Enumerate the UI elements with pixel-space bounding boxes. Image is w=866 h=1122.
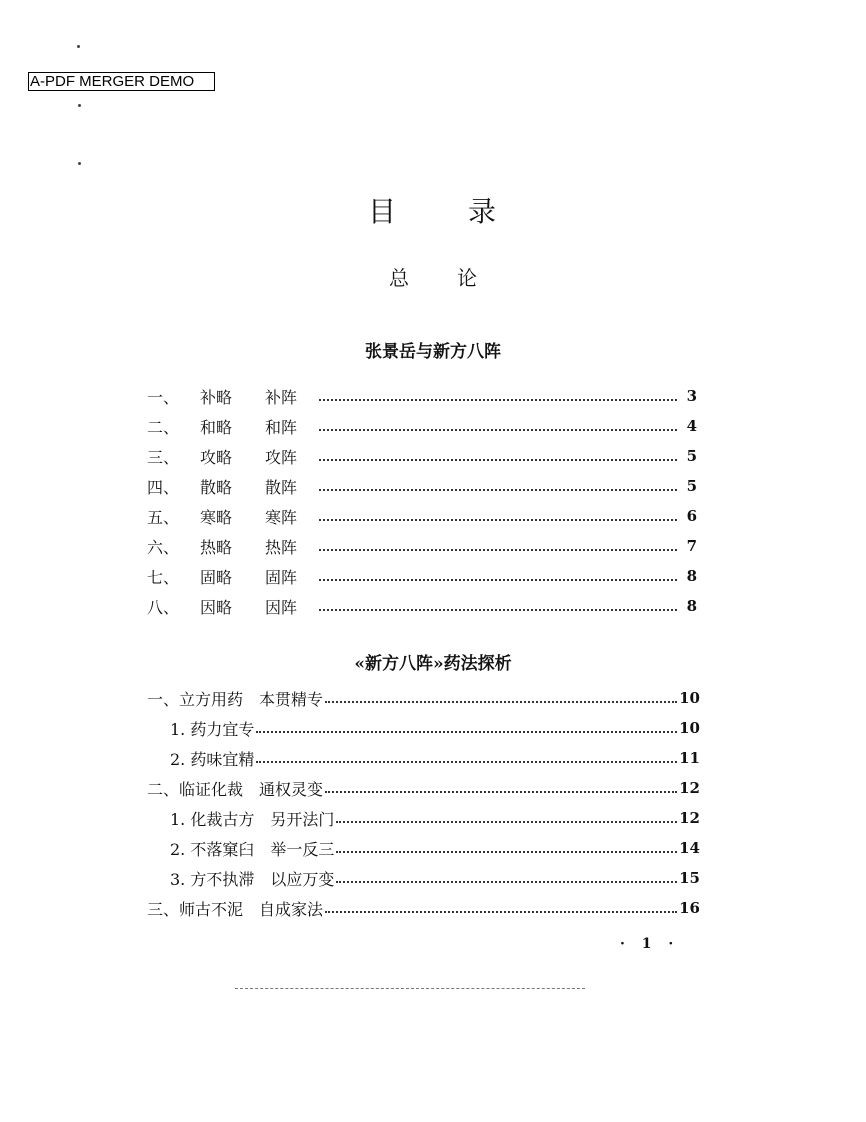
- toc-entry[interactable]: [147, 687, 700, 709]
- dot-leader: [336, 821, 677, 823]
- toc-entry-formation: 热阵: [265, 537, 298, 557]
- toc-entry[interactable]: [147, 535, 697, 557]
- dot-leader: [319, 429, 677, 431]
- toc-entry-formation: 寒阵: [265, 507, 298, 527]
- title-char: 录: [468, 195, 499, 228]
- watermark-label: A-PDF MERGER DEMO: [28, 72, 215, 91]
- toc-entry-formation: 和阵: [265, 417, 298, 437]
- section-heading: «新方八阵»药法探析: [354, 654, 512, 674]
- toc-entry[interactable]: [170, 837, 700, 859]
- toc-entry-strategy: 和略: [200, 417, 233, 437]
- toc-entry-number: 六、: [147, 537, 180, 557]
- toc-entry-page: 16: [679, 899, 700, 917]
- toc-entry-page: 8: [686, 597, 697, 615]
- toc-entry-strategy: 因略: [200, 597, 233, 617]
- toc-entry-formation: 散阵: [265, 477, 298, 497]
- toc-entry-page: 4: [686, 417, 697, 435]
- toc-entry[interactable]: [147, 777, 700, 799]
- toc-entry-title: 3. 方不执滞 以应万变: [170, 869, 335, 889]
- scan-artifact-line: [235, 988, 585, 989]
- toc-entry[interactable]: [147, 505, 697, 527]
- dot-leader: [336, 851, 677, 853]
- toc-entry-page: 7: [686, 537, 697, 555]
- dot-leader: [325, 701, 677, 703]
- toc-entry-page: 11: [679, 749, 700, 767]
- toc-entry-strategy: 热略: [200, 537, 233, 557]
- toc-entry-number: 八、: [147, 597, 180, 617]
- dot-leader: [336, 881, 677, 883]
- scan-speck: [78, 104, 81, 107]
- toc-entry-page: 12: [679, 779, 700, 797]
- page-number: · 1 ·: [620, 936, 680, 952]
- toc-entry-title: 二、临证化裁 通权灵变: [147, 779, 324, 799]
- dot-leader: [319, 609, 677, 611]
- toc-entry-strategy: 散略: [200, 477, 233, 497]
- page-title: [0, 190, 866, 230]
- scan-speck: [77, 45, 80, 48]
- dot-leader: [319, 549, 677, 551]
- toc-entry-page: 8: [686, 567, 697, 585]
- toc-entry-page: 15: [679, 869, 700, 887]
- toc-entry-page: 10: [679, 689, 700, 707]
- toc-entry-number: 二、: [147, 417, 180, 437]
- dot-leader: [325, 911, 677, 913]
- toc-entry-page: 3: [686, 387, 697, 405]
- toc-entry-number: 四、: [147, 477, 180, 497]
- dot-leader: [319, 579, 677, 581]
- toc-entry-page: 12: [679, 809, 700, 827]
- toc-entry-strategy: 固略: [200, 567, 233, 587]
- scan-speck: [78, 162, 81, 165]
- toc-entry-formation: 攻阵: [265, 447, 298, 467]
- section-heading: 张景岳与新方八阵: [365, 342, 501, 362]
- toc-entry[interactable]: [147, 415, 697, 437]
- toc-entry-formation: 补阵: [265, 387, 298, 407]
- subtitle-char: 总: [389, 266, 409, 290]
- page-subtitle: [0, 262, 866, 291]
- toc-entry-strategy: 补略: [200, 387, 233, 407]
- toc-entry-title: 2. 不落窠臼 举一反三: [170, 839, 335, 859]
- toc-entry[interactable]: [170, 747, 700, 769]
- toc-entry[interactable]: [147, 445, 697, 467]
- dot-leader: [256, 761, 677, 763]
- toc-entry-strategy: 攻略: [200, 447, 233, 467]
- toc-entry-page: 6: [686, 507, 697, 525]
- toc-entry-page: 5: [686, 447, 697, 465]
- toc-entry-number: 五、: [147, 507, 180, 527]
- toc-entry-title: 2. 药味宜精: [170, 749, 255, 769]
- toc-entry[interactable]: [147, 385, 697, 407]
- toc-entry-title: 1. 药力宜专: [170, 719, 255, 739]
- toc-entry[interactable]: [147, 565, 697, 587]
- dot-leader: [319, 489, 677, 491]
- toc-entry-formation: 因阵: [265, 597, 298, 617]
- toc-entry-title: 三、师古不泥 自成家法: [147, 899, 324, 919]
- toc-entry[interactable]: [170, 867, 700, 889]
- title-char: 目: [367, 195, 398, 228]
- dot-leader: [256, 731, 677, 733]
- toc-entry-strategy: 寒略: [200, 507, 233, 527]
- toc-entry-page: 14: [679, 839, 700, 857]
- toc-entry[interactable]: [147, 595, 697, 617]
- toc-entry-page: 10: [679, 719, 700, 737]
- dot-leader: [325, 791, 677, 793]
- toc-entry-formation: 固阵: [265, 567, 298, 587]
- toc-entry-number: 三、: [147, 447, 180, 467]
- toc-entry-number: 一、: [147, 387, 180, 407]
- dot-leader: [319, 519, 677, 521]
- toc-entry[interactable]: [147, 475, 697, 497]
- toc-entry-number: 七、: [147, 567, 180, 587]
- dot-leader: [319, 459, 677, 461]
- toc-entry[interactable]: [170, 717, 700, 739]
- dot-leader: [319, 399, 677, 401]
- toc-entry-title: 一、立方用药 本贯精专: [147, 689, 324, 709]
- toc-entry-title: 1. 化裁古方 另开法门: [170, 809, 335, 829]
- toc-entry[interactable]: [147, 897, 700, 919]
- subtitle-char: 论: [457, 266, 477, 290]
- toc-entry-page: 5: [686, 477, 697, 495]
- toc-entry[interactable]: [170, 807, 700, 829]
